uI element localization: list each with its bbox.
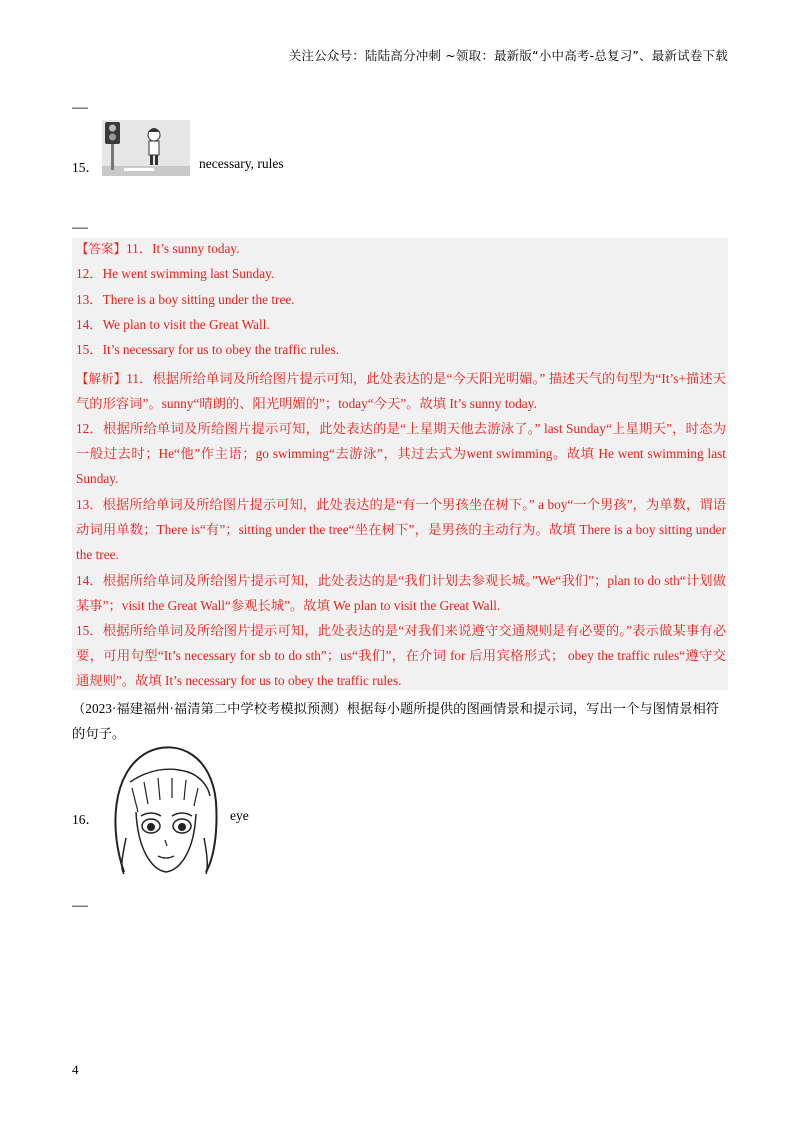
answer-tag: 【答案】 <box>76 241 127 256</box>
answer-line-11 <box>76 236 240 261</box>
question-number: 16． <box>72 812 99 827</box>
analysis-paragraph-13: 13．根据所给单词及所给图片提示可知，此处表达的是“有一个男孩坐在树下。” a boy“一个男孩”，为单数，谓语动词用单数；There is“有”；sitting under the tree“坐在树下”，是男孩的主动行为。故填 There is a boy sitting under the tree. <box>76 497 726 563</box>
analysis-tag: 【解析】 <box>76 371 127 386</box>
page-header: 关注公众号：陆陆高分冲刺 ~领取：最新版“小中高考-总复习”、最新试卷下载 <box>288 48 728 63</box>
exam-instruction: （2023·福建福州·福清第二中学校考模拟预测）根据每小题所提供的图画情景和提示词，写出一个与图情景相符的句子。 <box>72 701 720 742</box>
analysis-text: 11．根据所给单词及所给图片提示可知，此处表达的是“今天阳光明媚。” 描述天气的句型为“It’s+描述天气的形容词”。sunny“晴朗的、阳光明媚的”；today“今天”。故填 It’s sunny today. <box>76 371 726 412</box>
question-hint: necessary, rules <box>199 156 284 171</box>
answer-line-13: 13．There is a boy sitting under the tree. <box>76 292 295 307</box>
traffic-light-girl-image <box>102 120 190 176</box>
analysis-paragraph-11 <box>76 366 726 416</box>
answer-blank-16: — <box>72 897 88 914</box>
answer-line-14: 14．We plan to visit the Great Wall. <box>76 317 270 332</box>
girl-face-image <box>108 742 220 878</box>
analysis-paragraph-12: 12．根据所给单词及所给图片提示可知，此处表达的是“上星期天他去游泳了。” last Sunday“上星期天”，时态为一般过去时；He“他”作主语；go swimming“去游泳”，其过去式为went swimming。故填 He went swimming last Sunday. <box>76 421 726 487</box>
question-number: 15． <box>72 160 99 175</box>
page-number: 4 <box>72 1062 79 1077</box>
answer-line-12: 12．He went swimming last Sunday. <box>76 266 275 281</box>
answer-line-15: 15．It’s necessary for us to obey the traffic rules. <box>76 342 340 357</box>
analysis-paragraph-14: 14．根据所给单词及所给图片提示可知，此处表达的是“我们计划去参观长城。”We“我们”；plan to do sth“计划做某事”；visit the Great Wall“参观长城”。故填 We plan to visit the Great Wall. <box>76 573 726 614</box>
answer-text: 11．It’s sunny today. <box>126 241 240 256</box>
answer-blank-15: — <box>72 219 88 236</box>
answer-analysis-box <box>72 238 728 690</box>
answer-blank-14: — <box>72 99 88 116</box>
question-hint: eye <box>230 808 249 823</box>
analysis-paragraph-15: 15．根据所给单词及所给图片提示可知，此处表达的是“对我们来说遵守交通规则是有必要的。”表示做某事有必要，可用句型“It’s necessary for sb to do sth”；us“我们”，在介词 for 后用宾格形式； obey the traffic rules“遵守交通规则”。故填 It’s necessary for us to obey the traffic rules. <box>76 623 726 689</box>
